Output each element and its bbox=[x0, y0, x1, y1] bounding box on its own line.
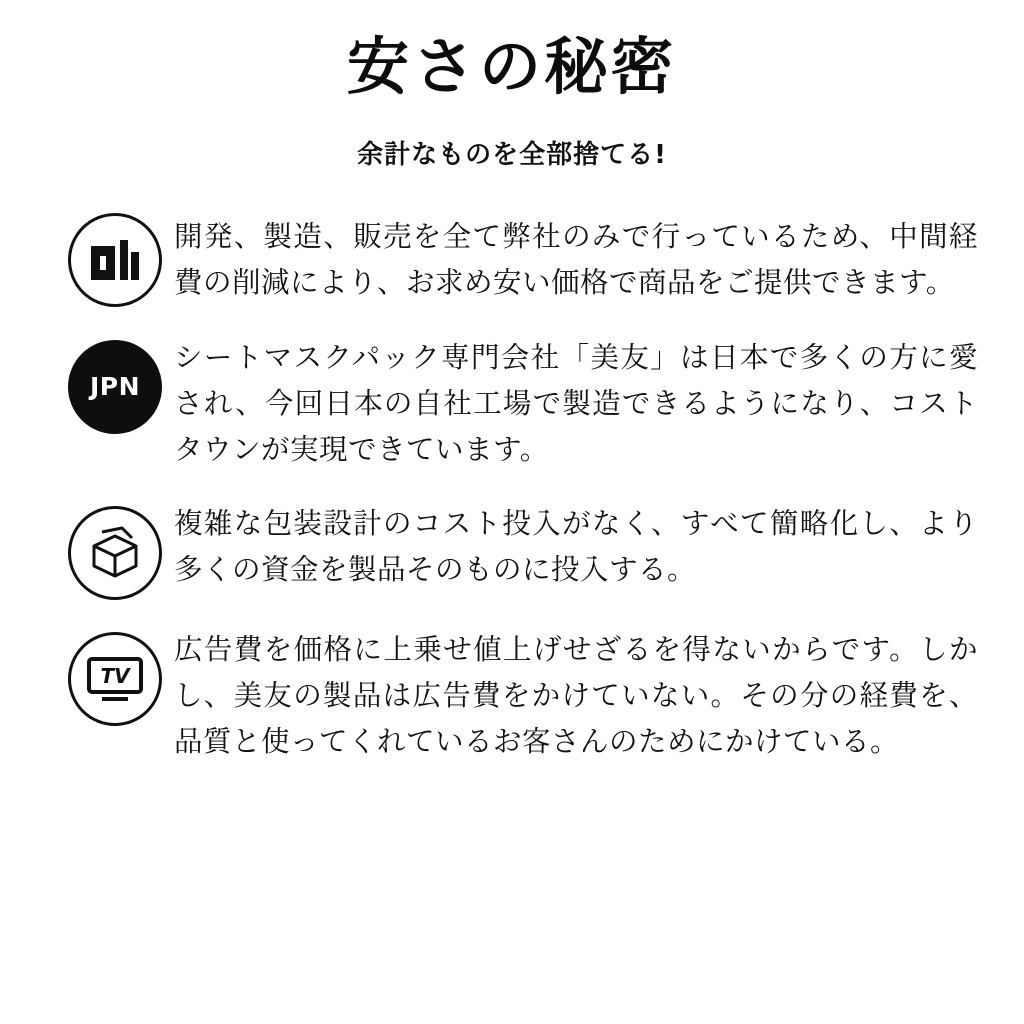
page-title: 安さの秘密 bbox=[346, 34, 677, 102]
list-item-text: シートマスクパック専門会社「美友」は日本で多くの方に愛され、今回日本の自社工場で製造できるようになり、コストタウンが実現できています。 bbox=[174, 342, 978, 466]
list-item bbox=[56, 500, 978, 600]
list-item-text: 広告費を価格に上乗せ値上げせざるを得ないからです。しかし、美友の製品は広告費をかけていない。その分の経費を、品質と使ってくれているお客さんのためにかけている。 bbox=[174, 634, 978, 759]
jpn-badge-icon bbox=[68, 340, 162, 434]
reason-list bbox=[0, 213, 1024, 766]
tv-icon bbox=[68, 632, 162, 726]
icon-container bbox=[56, 626, 174, 726]
list-item bbox=[56, 626, 978, 766]
icon-container bbox=[56, 213, 174, 307]
icon-container bbox=[56, 500, 174, 600]
list-item bbox=[56, 213, 978, 307]
list-item bbox=[56, 334, 978, 474]
factory-building-icon bbox=[68, 213, 162, 307]
open-box-package-icon bbox=[68, 506, 162, 600]
svg-text:TV: TV bbox=[100, 663, 130, 688]
page-subtitle: 余計なものを全部捨てる! bbox=[357, 140, 667, 171]
list-item-text: 開発、製造、販売を全て弊社のみで行っているため、中間経費の削減により、お求め安い価格で商品をご提供できます。 bbox=[174, 222, 978, 300]
jpn-badge-label: JPN bbox=[89, 372, 141, 401]
icon-container bbox=[56, 334, 174, 434]
list-item-text: 複雑な包装設計のコスト投入がなく、すべて簡略化し、より多くの資金を製品そのものに投入する。 bbox=[174, 508, 978, 587]
